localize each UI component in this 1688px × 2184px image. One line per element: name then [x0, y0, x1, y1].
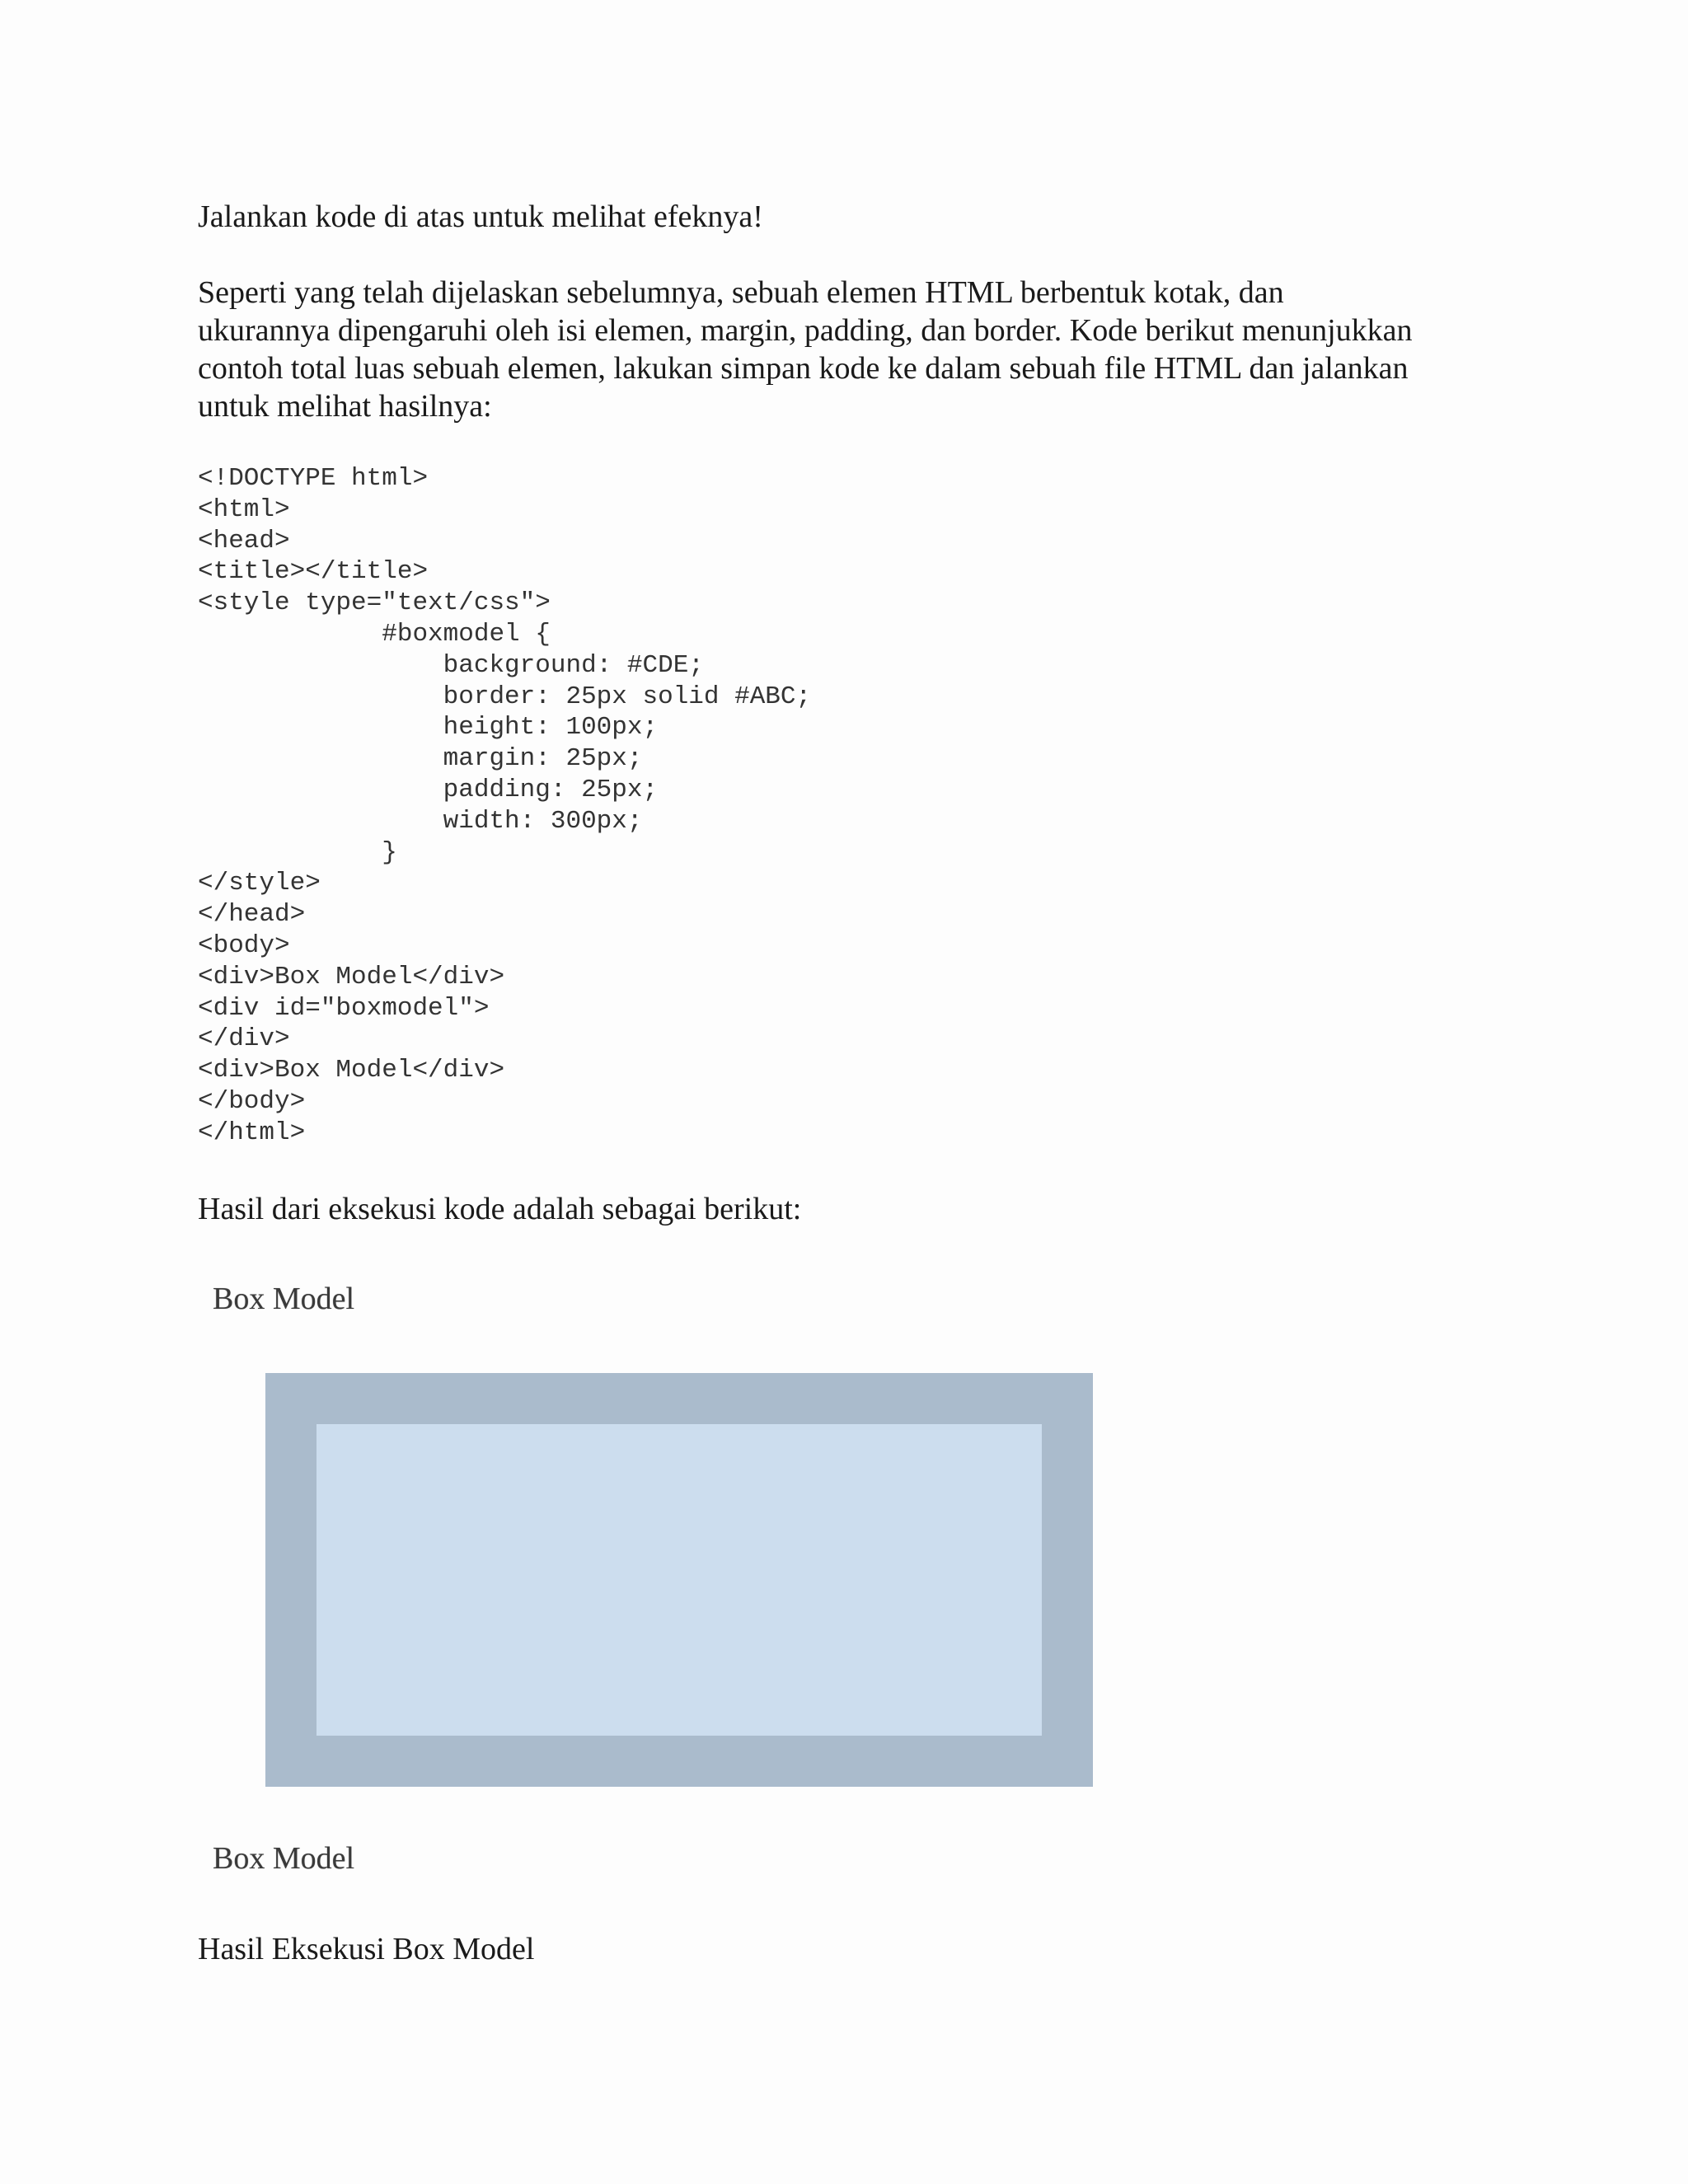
result-label-top: Box Model — [213, 1282, 355, 1316]
explanation-line-3: contoh total luas sebuah elemen, lakukan simpan kode ke dalam sebuah file HTML dan jalankan — [198, 351, 1409, 386]
result-intro-text: Hasil dari eksekusi kode adalah sebagai berikut: — [198, 1192, 802, 1226]
code-line: </html> — [198, 1118, 306, 1147]
code-line: <head> — [198, 526, 290, 555]
code-block — [198, 463, 811, 1149]
code-line: <div id="boxmodel"> — [198, 993, 490, 1023]
code-line: width: 300px; — [198, 806, 643, 836]
code-line: <div>Box Model</div> — [198, 1056, 505, 1085]
code-line: border: 25px solid #ABC; — [198, 682, 812, 711]
code-line: #boxmodel { — [198, 619, 551, 649]
code-line: </head> — [198, 900, 306, 930]
code-line: </style> — [198, 869, 321, 898]
box-model-demo-box — [265, 1373, 1093, 1787]
code-line: <!DOCTYPE html> — [198, 464, 429, 493]
code-line: <html> — [198, 494, 290, 524]
code-line: margin: 25px; — [198, 744, 643, 774]
code-line: height: 100px; — [198, 713, 659, 743]
explanation-line-2: ukurannya dipengaruhi oleh isi elemen, margin, padding, dan border. Kode berikut menunjukkan — [198, 313, 1413, 348]
code-line: </div> — [198, 1024, 290, 1054]
code-line: </body> — [198, 1086, 306, 1116]
code-line: } — [198, 837, 397, 867]
code-line: <title></title> — [198, 557, 429, 587]
code-line: <style type="text/css"> — [198, 588, 551, 618]
result-label-bottom: Box Model — [213, 1841, 355, 1876]
explanation-line-1: Seperti yang telah dijelaskan sebelumnya, sebuah elemen HTML berbentuk kotak, dan — [198, 275, 1284, 310]
code-line: <div>Box Model</div> — [198, 962, 505, 991]
explanation-line-4: untuk melihat hasilnya: — [198, 389, 492, 424]
figure-caption: Hasil Eksekusi Box Model — [198, 1932, 535, 1966]
code-line: <body> — [198, 930, 290, 960]
run-prompt-text: Jalankan kode di atas untuk melihat efeknya! — [198, 199, 763, 234]
code-line: padding: 25px; — [198, 775, 659, 804]
code-line: background: #CDE; — [198, 650, 704, 680]
